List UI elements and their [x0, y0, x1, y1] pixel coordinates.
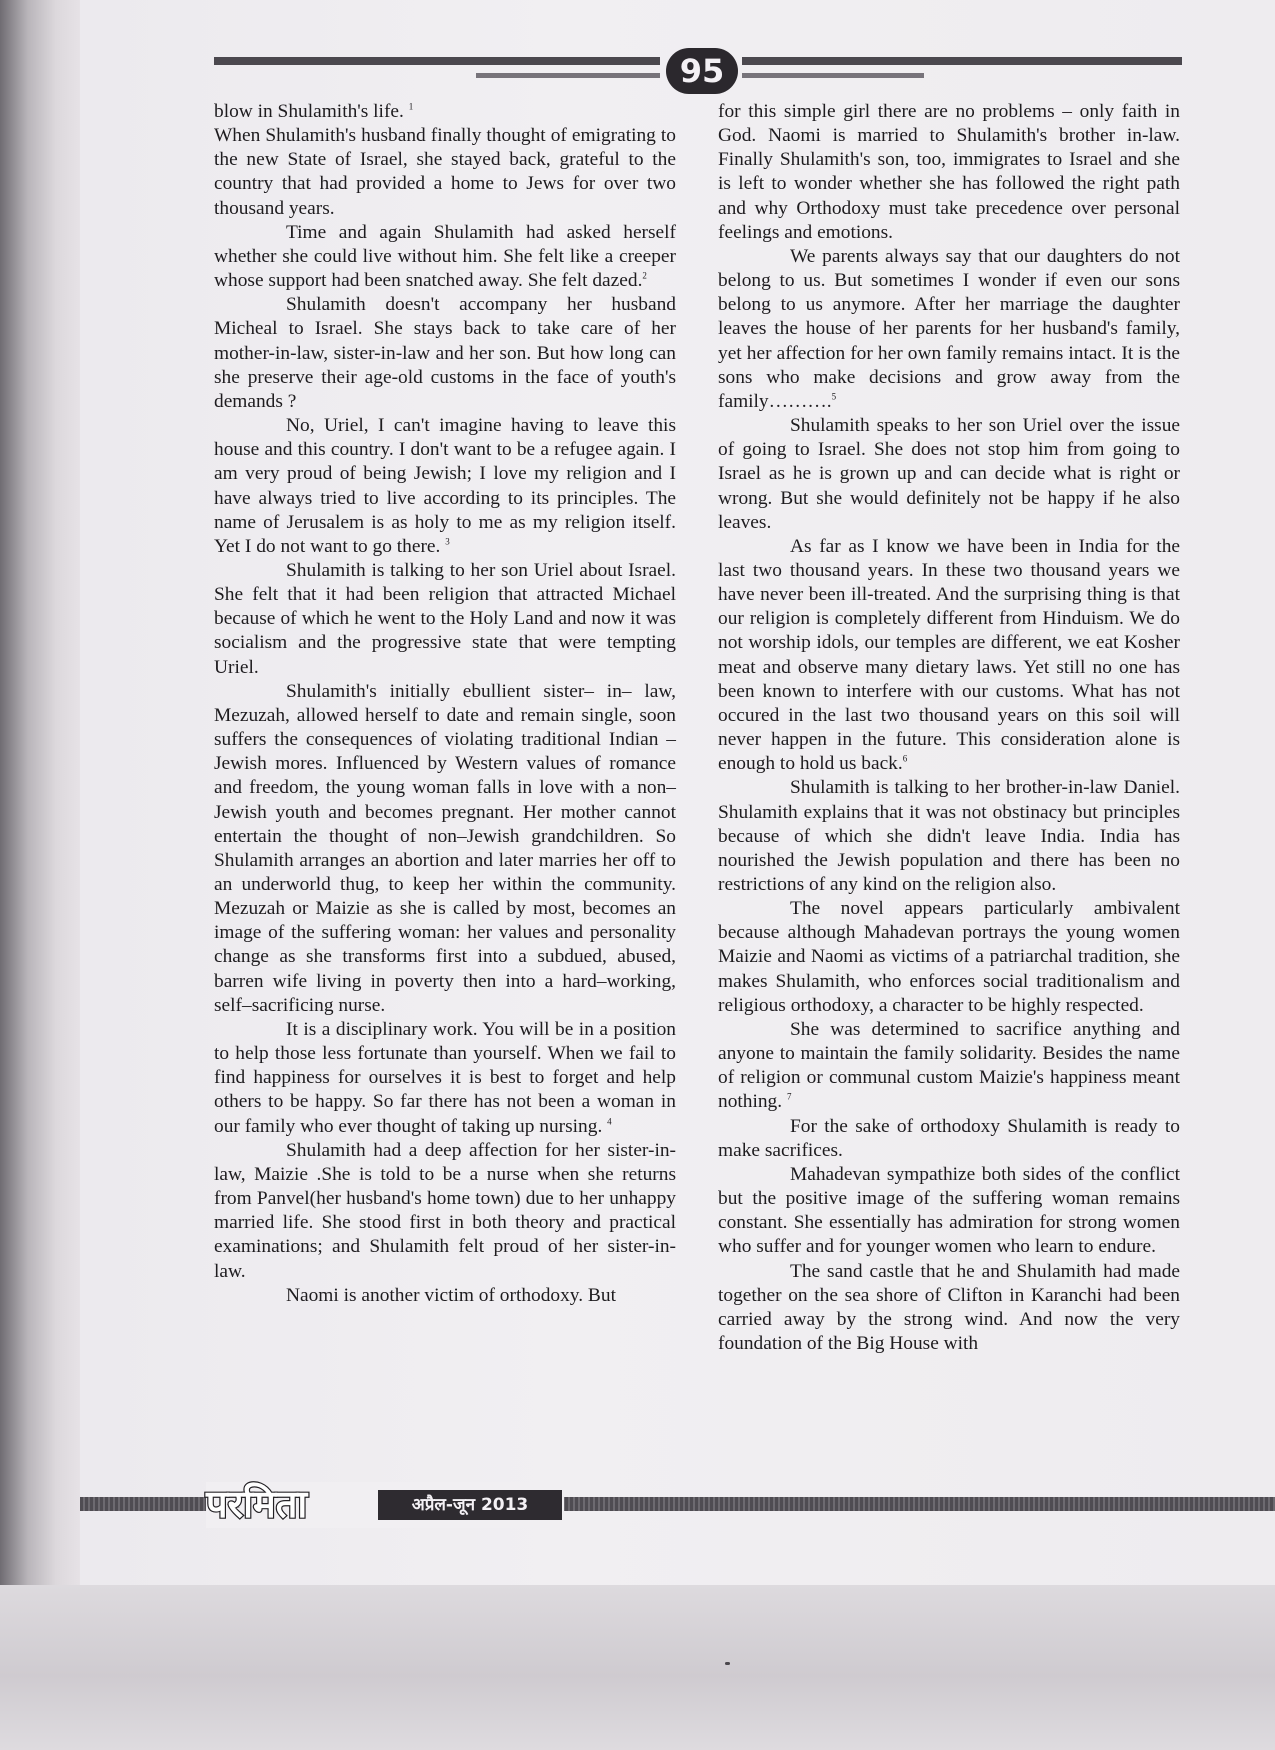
print-smudge	[725, 1662, 730, 1665]
footnote-marker: 1	[408, 101, 414, 112]
paragraph	[214, 100, 676, 124]
paragraph-text: for this simple girl there are no problems – only faith in God. Naomi is married to Shulamith's brother in-law. Finally Shulamith's son, too, immigrates to Israel and she is left to wonder whether she has followed the right path and why Orthodoxy must take precedence over personal feelings and emotions.	[718, 101, 1180, 243]
paragraph-text: The sand castle that he and Shulamith had made together on the sea shore of Clifton in Karanchi had been carried away by the strong wind. And now the very foundation of the Big House with	[718, 1260, 1180, 1354]
paragraph	[718, 1018, 1180, 1115]
header-rule-top	[214, 57, 660, 65]
paragraph-text: Mahadevan sympathize both sides of the conflict but the positive image of the suffering woman remains constant. She essentially has admiration for strong women who suffer and for younger women who learn to endure.	[718, 1163, 1180, 1258]
footnote-marker: 2	[642, 270, 647, 281]
header-rule-lower-right	[742, 73, 924, 78]
paragraph-text: She was determined to sacrifice anything and anyone to maintain the family solidarity. Besides the name of religion or communal custom Maizie's happiness meant nothing.	[718, 1018, 1180, 1113]
paragraph	[214, 293, 676, 414]
magazine-logo: परमिता	[206, 1482, 308, 1526]
paragraph	[214, 221, 676, 293]
paragraph-text: The novel appears particularly ambivalent because although Mahadevan portrays the young women Maizie and Naomi as victims of a patriarchal tradition, she makes Shulamith, who enforces social traditionalism and religious orthodoxy, a character to be highly respected.	[718, 898, 1180, 1016]
paragraph	[718, 245, 1180, 414]
footnote-marker: 3	[445, 536, 450, 547]
paragraph-text: Shulamith is talking to her brother-in-law Daniel. Shulamith explains that it was not obstinacy but principles because of which she didn't leave India. India has nourished the Jewish population and there has been no restrictions of any kind on the religion also.	[718, 777, 1180, 895]
right-column	[718, 100, 1180, 1470]
paragraph-text: When Shulamith's husband finally thought of emigrating to the new State of Israel, she stayed back, grateful to the country that had provided a home to Jews for over two thousand years.	[214, 125, 676, 219]
paragraph	[214, 414, 676, 559]
paragraph	[718, 100, 1180, 245]
paragraph-text: As far as I know we have been in India for the last two thousand years. In these two thousand years we have never been ill-treated. And the surprising thing is that our religion is completely different from Hinduism. We do not worship idols, our temples are different, we eat Kosher meat and observe many dietary laws. Yet still no one has been known to interfere with our customs. What has not occured in the last two thousand years on this soil will never happen in the future. This consideration alone is enough to hold us back.	[718, 535, 1180, 775]
paragraph-text: Shulamith doesn't accompany her husband Micheal to Israel. She stays back to take care of her mother-in-law, sister-in-law and her son. But how long can she preserve their age-old customs in the face of youth's demands ?	[214, 294, 676, 412]
paragraph	[214, 559, 676, 680]
paragraph	[718, 776, 1180, 897]
header-rule-lower	[476, 73, 660, 78]
footnote-marker: 4	[607, 1116, 612, 1127]
paragraph	[718, 1163, 1180, 1260]
footnote-marker: 7	[786, 1091, 792, 1102]
paragraph-text: blow in Shulamith's life.	[214, 101, 409, 122]
paragraph	[718, 1260, 1180, 1357]
paragraph	[214, 680, 676, 1018]
bottom-shadow	[0, 1585, 1275, 1750]
paragraph	[718, 414, 1180, 535]
left-column	[214, 100, 676, 1470]
footnote-marker: 5	[831, 391, 837, 402]
paragraph-text: No, Uriel, I can't imagine having to leave this house and this country. I don't want to be a refugee again. I am very proud of being Jewish; I love my religion and I have always tried to live according to its principles. The name of Jerusalem is as holy to me as my religion itself. Yet I do not want to go there.	[214, 415, 676, 557]
paragraph-text: We parents always say that our daughters do not belong to us. But sometimes I wonder if even our sons belong to us anymore. After her marriage the daughter leaves the house of her parents for her husband's family, yet her affection for her own family remains intact. It is the sons who make decisions and grow away from the family……….	[718, 245, 1180, 412]
paragraph	[214, 1139, 676, 1284]
paragraph	[718, 535, 1180, 777]
paragraph-text: For the sake of orthodoxy Shulamith is ready to make sacrifices.	[718, 1115, 1180, 1161]
paragraph	[214, 124, 676, 221]
issue-date: अप्रैल-जून 2013	[378, 1490, 562, 1520]
paragraph	[718, 1115, 1180, 1163]
header-rule-top-right	[742, 57, 1182, 65]
footnote-marker: 6	[902, 753, 908, 764]
paragraph-text: Shulamith had a deep affection for her sister-in-law, Maizie .She is told to be a nurse when she returns from Panvel(her husband's home town) due to her unhappy married life. She stood first in both theory and practical examinations; and Shulamith felt proud of her sister-in- law.	[214, 1139, 676, 1282]
paragraph-text: Shulamith speaks to her son Uriel over the issue of going to Israel. She does not stop him from going to Israel as he is grown up and can decide what is right or wrong. But she would definitely not be happy if he also leaves.	[718, 415, 1180, 533]
book-spine-shadow	[0, 0, 80, 1750]
paragraph-text: Shulamith is talking to her son Uriel about Israel. She felt that it had been religion that attracted Michael because of which he went to the Holy Land and now it was socialism and the progressive state that were tempting Uriel.	[214, 559, 676, 678]
paragraph	[214, 1018, 676, 1139]
page-number: 95	[666, 48, 738, 94]
paragraph-text: Time and again Shulamith had asked herself whether she could live without him. She felt like a creeper whose support had been snatched away. She felt dazed.	[214, 221, 676, 292]
paragraph-text: It is a disciplinary work. You will be in a position to help those less fortunate than yourself. When we fail to find happiness for ourselves it is best to forget and help others to be happy. So far there has not been a woman in our family who ever thought of taking up nursing.	[214, 1018, 676, 1137]
paragraph-text: Naomi is another victim of orthodoxy. But	[286, 1284, 616, 1306]
paragraph	[718, 897, 1180, 1018]
paragraph	[214, 1284, 676, 1308]
paragraph-text: Shulamith's initially ebullient sister– in– law, Mezuzah, allowed herself to date and remain single, soon suffers the consequences of violating traditional Indian – Jewish mores. Influenced by Western values of romance and freedom, the young woman falls in love with a non–Jewish youth and becomes pregnant. Her mother cannot entertain the thought of non–Jewish grandchildren. So Shulamith arranges an abortion and later marries her off to an underworld thug, to keep her within the community. Mezuzah or Maizie as she is called by most, becomes an image of the suffering woman: her values and personality change as she transforms first into a subdued, abused, barren wife living in poverty then into a hard–working, self–sacrificing nurse.	[214, 680, 676, 1016]
